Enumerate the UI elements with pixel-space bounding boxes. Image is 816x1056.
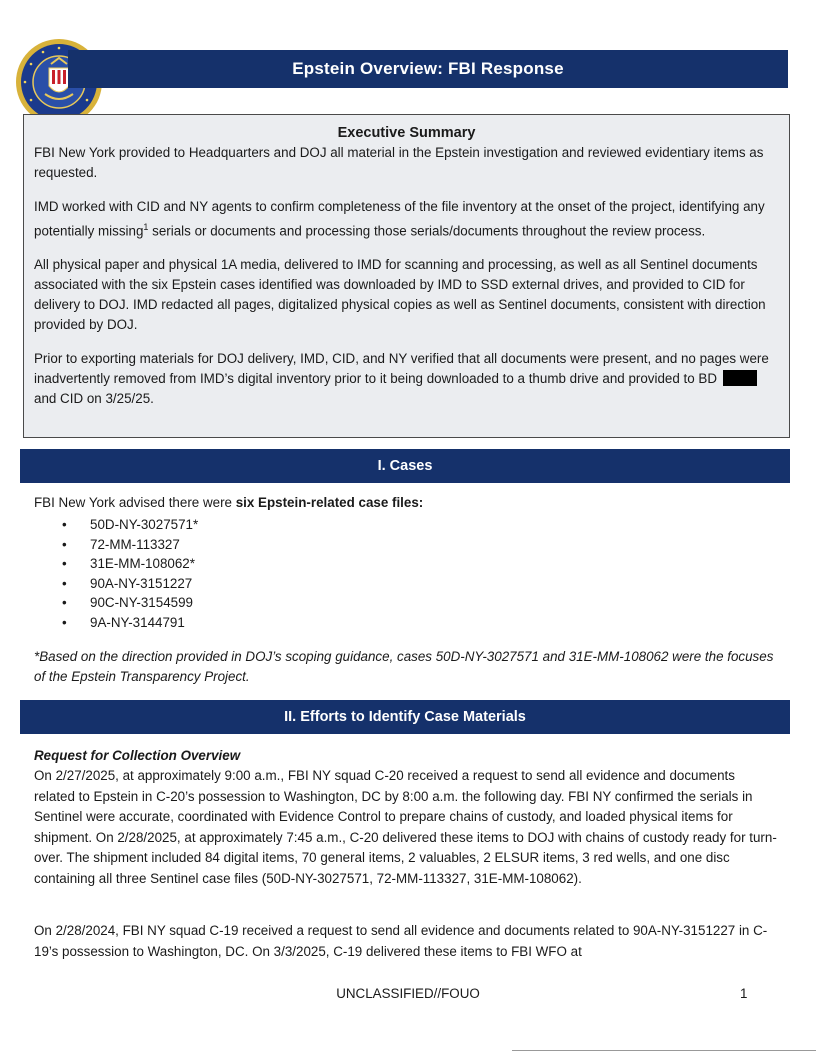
list-item: • 31E-MM-108062* [90,554,198,574]
list-item: • 72-MM-113327 [90,535,198,555]
collection-overview [34,746,779,889]
executive-summary-heading: Executive Summary [337,125,476,141]
collection-paragraph-1: On 2/27/2025, at approximately 9:00 a.m., FBI NY squad C-20 received a request to send all evidence and documents related to Epstein in C-20’s possession to Washington, DC by 8:00 a.m. the following day. FBI NY confirmed the serials in Sentinel were accurate, coordinated with Evidence Control to prepare chains of custody, and loaded physical items for shipment. On 2/28/2025, at approximately 7:45 a.m., C-20 delivered these items to DOJ with chains of custody ready for turn-over. The shipment included 84 digital items, 70 general items, 2 valuables, 2 ELSUR items, 3 red wells, and one disc containing all three Sentinel case files (50D-NY-3027571, 72-MM-113327, 31E-MM-108062). [34,768,777,886]
executive-summary-box [23,114,790,438]
collection-paragraph-2-block [34,921,779,962]
summary-paragraph-2: IMD worked with CID and NY agents to confirm completeness of the file inventory at the onset of the project, identifying any potentially missing$^1$ serials or documents and processing those serials/documents throughout the review process. [34,199,765,239]
list-item: • 90A-NY-3151227 [90,574,198,594]
list-item: • 50D-NY-3027571* [90,515,198,535]
summary-paragraph-1: FBI New York provided to Headquarters and DOJ all material in the Epstein investigation and reviewed evidentiary items as requested. [34,145,764,180]
collection-paragraph-2: On 2/28/2024, FBI NY squad C-19 received a request to send all evidence and documents related to 90A-NY-3151227 in C-19’s possession to Washington, DC. On 3/3/2025, C-19 delivered these items to FBI WFO at [34,923,768,959]
list-item: • 90C-NY-3154599 [90,593,198,613]
collection-overview-heading: Request for Collection Overview [34,748,241,763]
footer-divider [512,1050,816,1051]
section-cases-heading: I. Cases [377,458,433,474]
redaction-block [723,370,757,386]
case-list [90,515,198,632]
cases-intro: FBI New York advised there were six Epstein-related case files: [34,495,424,510]
footnote-ref[interactable]: 1 [143,222,149,232]
section-efforts-heading: II. Efforts to Identify Case Materials [284,709,526,725]
scoping-note: *Based on the direction provided in DOJ’s scoping guidance, cases 50D-NY-3027571 and 31E-MM-108062 were the focuses of the Epstein Transparency Project. [34,649,774,684]
section-cases-bar [20,449,790,483]
page-number: 1 [740,986,748,1001]
list-item: • 9A-NY-3144791 [90,613,198,633]
document-title: Epstein Overview: FBI Response [292,59,564,78]
summary-paragraph-3: All physical paper and physical 1A media, delivered to IMD for scanning and processing, as well as all Sentinel documents associated with the six Epstein cases identified was downloaded by IMD to SSD external drives, and provided to CID for delivery to DOJ. IMD redacted all pages, digitalized physical copies as well as Sentinel documents, consistent with direction provided by DOJ. [34,257,766,333]
section-efforts-bar [20,700,790,734]
classification-marking: UNCLASSIFIED//FOUO [336,986,480,1001]
document-title-bar [68,50,788,88]
summary-paragraph-4: Prior to exporting materials for DOJ delivery, IMD, CID, and NY verified that all documents were present, and no pages were inadvertently removed from IMD’s digital inventory prior to it being downloaded to a thumb drive and provided to BD and CID on 3/25/25. [34,351,769,407]
